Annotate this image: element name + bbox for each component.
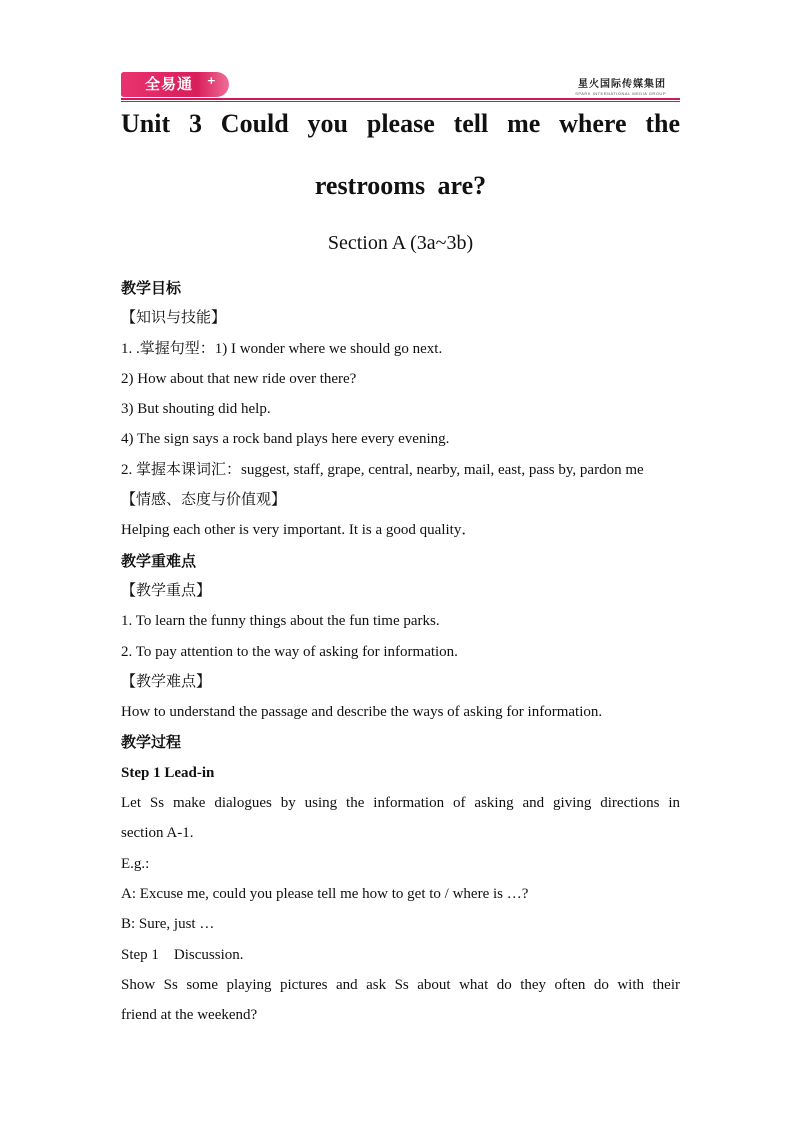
page-header bbox=[121, 70, 680, 102]
sentence-item-1: 1. .掌握句型：1) I wonder where we should go next. bbox=[121, 340, 443, 357]
difficulty-text: How to understand the passage and describe the ways of asking for information. bbox=[121, 704, 603, 721]
publisher-name-english: SPARK INTERNATIONAL MEDIA GROUP bbox=[575, 91, 666, 96]
header-rule-thin bbox=[121, 101, 680, 102]
brand-logo-plus: + bbox=[206, 74, 217, 87]
page-title-line1: Unit 3 Could you please tell me where the bbox=[121, 109, 680, 138]
publisher-name: 星火国际传媒集团 bbox=[578, 79, 666, 90]
discussion-heading: Step 1 Discussion. bbox=[121, 946, 244, 963]
focus-item-1: 1. To learn the funny things about the fun time parks. bbox=[121, 613, 440, 630]
focus-item-2: 2. To pay attention to the way of asking for information. bbox=[121, 643, 458, 660]
step1-text-line2: section A-1. bbox=[121, 825, 194, 842]
page-title-line2: restrooms are? bbox=[314, 171, 487, 200]
dialogue-line-a: A: Excuse me, could you please tell me how to get to / where is …? bbox=[121, 885, 529, 902]
brand-logo-text: 全易通 bbox=[145, 75, 194, 93]
vocabulary-item: 2. 掌握本课词汇：suggest, staff, grape, central, nearby, mail, east, pass by, pardon me bbox=[121, 461, 644, 478]
section-subtitle: Section A (3a~3b) bbox=[327, 232, 474, 254]
header-rule bbox=[121, 98, 680, 100]
emotion-text: Helping each other is very important. It is a good quality． bbox=[121, 522, 477, 539]
document-body bbox=[121, 273, 680, 1030]
step1-heading: Step 1 Lead-in bbox=[121, 764, 215, 781]
difficulty-heading: 【教学难点】 bbox=[121, 673, 212, 690]
focus-heading: 【教学重点】 bbox=[121, 582, 212, 599]
dialogue-line-b: B: Sure, just … bbox=[121, 916, 215, 933]
knowledge-heading: 【知识与技能】 bbox=[121, 310, 227, 327]
discussion-text-line1: Show Ss some playing pictures and ask Ss about what do they often do with their bbox=[121, 976, 680, 993]
discussion-text-line2: friend at the weekend? bbox=[121, 1007, 258, 1024]
sentence-item-4: 4) The sign says a rock band plays here every evening. bbox=[121, 431, 450, 448]
emotion-heading: 【情感、态度与价值观】 bbox=[121, 492, 287, 509]
step1-text-line1: Let Ss make dialogues by using the information of asking and giving directions in bbox=[121, 795, 680, 812]
brand-logo bbox=[121, 72, 229, 97]
example-label: E.g.: bbox=[121, 855, 150, 872]
sentence-item-2: 2) How about that new ride over there? bbox=[121, 370, 357, 387]
sentence-item-3: 3) But shouting did help. bbox=[121, 401, 271, 418]
process-heading: 教学过程 bbox=[121, 733, 182, 752]
key-points-heading: 教学重难点 bbox=[121, 551, 197, 570]
publisher-brand bbox=[575, 75, 666, 96]
goals-heading: 教学目标 bbox=[121, 279, 182, 297]
